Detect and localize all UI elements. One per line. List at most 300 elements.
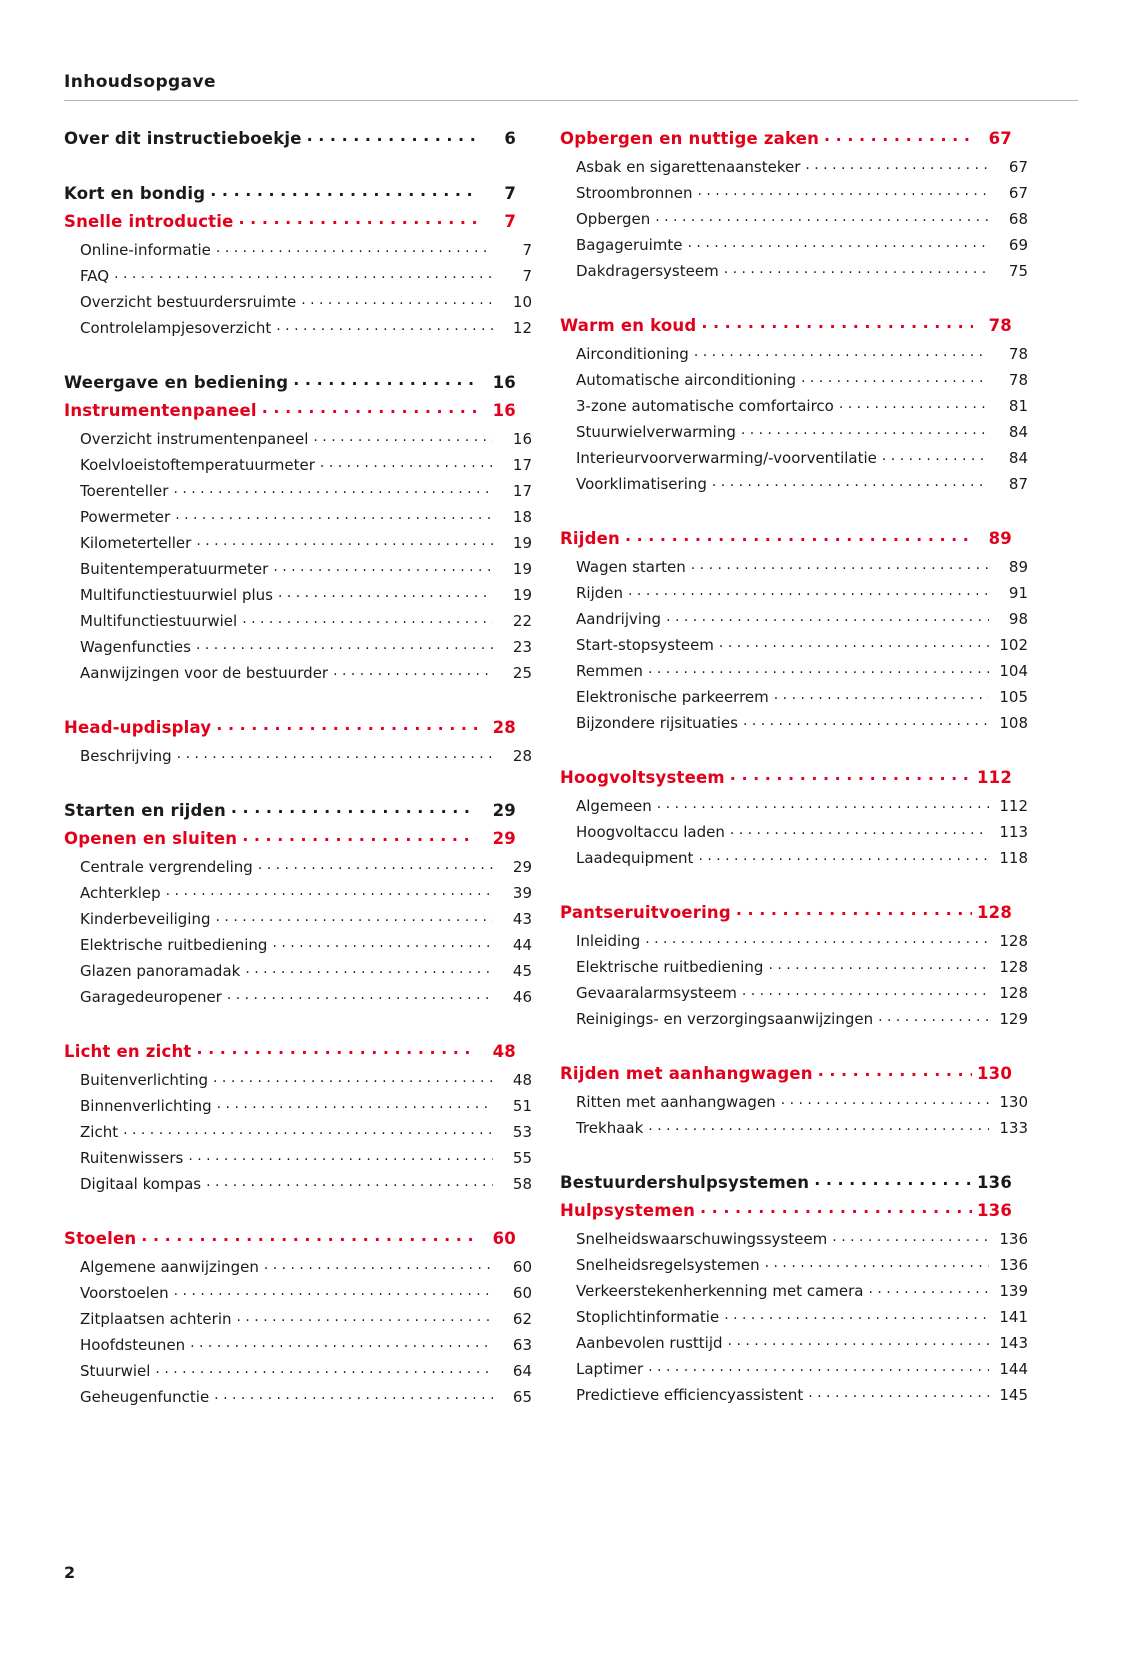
toc-entry-hoofdsteunen[interactable] xyxy=(64,1335,532,1353)
toc-entry-inleiding[interactable] xyxy=(560,931,1028,949)
toc-entry-page: 58 xyxy=(512,1175,532,1193)
group-spacer xyxy=(560,1035,1012,1062)
toc-leader-dots xyxy=(774,687,989,702)
toc-leader-dots xyxy=(196,533,493,548)
toc-entry-page: 60 xyxy=(512,1284,532,1302)
toc-entry-page: 60 xyxy=(492,1228,516,1248)
group-spacer xyxy=(64,344,516,371)
toc-entry-page: 84 xyxy=(1008,449,1028,467)
toc-entry-page: 145 xyxy=(999,1386,1028,1404)
toc-leader-dots xyxy=(824,127,973,144)
toc-group xyxy=(64,799,532,1006)
toc-entry-snelle-introductie[interactable] xyxy=(64,210,516,230)
toc-entry-binnenverlichting[interactable] xyxy=(64,1096,532,1114)
toc-entry-label: Aandrijving xyxy=(576,610,662,628)
toc-leader-dots xyxy=(216,240,493,255)
toc-entry-zicht[interactable] xyxy=(64,1122,532,1140)
toc-entry-label: Aanwijzingen voor de bestuurder xyxy=(80,664,329,682)
toc-entry-page: 16 xyxy=(492,400,516,420)
toc-entry-label: Rijden xyxy=(576,584,624,602)
toc-leader-dots xyxy=(273,559,493,574)
toc-leader-dots xyxy=(805,157,989,172)
toc-entry-overzicht-bestuurdersruimte[interactable] xyxy=(64,292,532,310)
toc-entry-over-dit-instructieboekje[interactable] xyxy=(64,127,516,147)
toc-entry-label: Weergave en bediening xyxy=(64,372,289,392)
toc-leader-dots xyxy=(648,1359,989,1374)
toc-group xyxy=(560,527,1028,732)
toc-entry-label: Over dit instructieboekje xyxy=(64,128,302,148)
toc-entry-label: Buitenverlichting xyxy=(80,1071,209,1089)
toc-leader-dots xyxy=(262,399,477,416)
toc-entry-reinigings-en-verzorgingsaanwijzingen[interactable] xyxy=(560,1009,1028,1027)
toc-entry-label: Wagen starten xyxy=(576,558,686,576)
toc-entry-page: 63 xyxy=(512,1336,532,1354)
toc-entry-bagageruimte[interactable] xyxy=(560,235,1028,253)
toc-entry-label: Hoogvoltaccu laden xyxy=(576,823,725,841)
toc-entry-stoelen[interactable] xyxy=(64,1227,516,1247)
toc-leader-dots xyxy=(648,661,989,676)
toc-entry-label: Laadequipment xyxy=(576,849,694,867)
toc-entry-label: Stoplichtinformatie xyxy=(576,1308,720,1326)
toc-entry-page: 84 xyxy=(1008,423,1028,441)
toc-leader-dots xyxy=(719,635,989,650)
toc-leader-dots xyxy=(141,1227,477,1244)
toc-leader-dots xyxy=(839,396,989,411)
toc-leader-dots xyxy=(175,507,493,522)
toc-entry-page: 67 xyxy=(1008,158,1028,176)
toc-entry-label: Kinderbeveiliging xyxy=(80,910,211,928)
toc-leader-dots xyxy=(166,883,493,898)
toc-columns xyxy=(64,127,1078,1413)
toc-entry-label: Warm en koud xyxy=(560,315,697,335)
toc-entry-openen-en-sluiten[interactable] xyxy=(64,827,516,847)
toc-leader-dots xyxy=(724,1307,989,1322)
toc-entry-page: 67 xyxy=(988,128,1012,148)
toc-entry-label: Multifunctiestuurwiel xyxy=(80,612,238,630)
toc-entry-online-informatie[interactable] xyxy=(64,240,532,258)
group-spacer xyxy=(64,1200,516,1227)
toc-entry-page: 19 xyxy=(512,560,532,578)
toc-entry-elektrische-ruitbediening[interactable] xyxy=(560,957,1028,975)
group-spacer xyxy=(64,155,516,182)
toc-entry-page: 129 xyxy=(999,1010,1028,1028)
toc-entry-head-updisplay[interactable] xyxy=(64,716,516,736)
toc-entry-geheugenfunctie[interactable] xyxy=(64,1387,532,1405)
toc-leader-dots xyxy=(765,1255,989,1270)
toc-leader-dots xyxy=(724,261,989,276)
toc-entry-predictieve-efficiencyassistent[interactable] xyxy=(560,1385,1028,1403)
toc-entry-kinderbeveiliging[interactable] xyxy=(64,909,532,927)
toc-entry-page: 12 xyxy=(512,319,532,337)
toc-entry-label: Gevaaralarmsysteem xyxy=(576,984,737,1002)
toc-entry-remmen[interactable] xyxy=(560,661,1028,679)
toc-entry-page: 67 xyxy=(1008,184,1028,202)
toc-entry-label: Elektronische parkeerrem xyxy=(576,688,769,706)
toc-leader-dots xyxy=(206,1174,493,1189)
toc-entry-page: 19 xyxy=(512,534,532,552)
toc-leader-dots xyxy=(197,1040,478,1057)
toc-entry-page: 28 xyxy=(492,717,516,737)
toc-entry-rijden[interactable] xyxy=(560,583,1028,601)
toc-leader-dots xyxy=(868,1281,989,1296)
toc-entry-laadequipment[interactable] xyxy=(560,848,1028,866)
toc-entry-instrumentenpaneel[interactable] xyxy=(64,399,516,419)
toc-leader-dots xyxy=(123,1122,493,1137)
toc-entry-page: 102 xyxy=(999,636,1028,654)
toc-entry-stuurwiel[interactable] xyxy=(64,1361,532,1379)
toc-group xyxy=(560,1171,1028,1404)
toc-entry-multifunctiestuurwiel-plus[interactable] xyxy=(64,585,532,603)
toc-entry-label: Dakdragersysteem xyxy=(576,262,719,280)
toc-entry-pantseruitvoering[interactable] xyxy=(560,901,1012,921)
toc-entry-label: Automatische airconditioning xyxy=(576,371,796,389)
toc-entry-label: Stuurwiel xyxy=(80,1362,151,1380)
toc-entry-page: 55 xyxy=(512,1149,532,1167)
toc-leader-dots xyxy=(698,848,989,863)
toc-leader-dots xyxy=(272,935,493,950)
toc-entry-page: 53 xyxy=(512,1123,532,1141)
toc-group xyxy=(560,314,1028,493)
toc-leader-dots xyxy=(258,857,493,872)
toc-entry-page: 130 xyxy=(976,1063,1012,1083)
toc-entry-buitentemperatuurmeter[interactable] xyxy=(64,559,532,577)
toc-entry-label: Zicht xyxy=(80,1123,119,1141)
toc-entry-aanwijzingen-voor-de-bestuurder[interactable] xyxy=(64,663,532,681)
toc-leader-dots xyxy=(743,713,989,728)
toc-entry-page: 16 xyxy=(512,430,532,448)
toc-entry-label: Algemene aanwijzingen xyxy=(80,1258,259,1276)
group-spacer xyxy=(64,1013,516,1040)
group-spacer xyxy=(560,1144,1012,1171)
toc-entry-warm-en-koud[interactable] xyxy=(560,314,1012,334)
toc-entry-glazen-panoramadak[interactable] xyxy=(64,961,532,979)
toc-entry-label: Voorstoelen xyxy=(80,1284,169,1302)
toc-entry-label: Kort en bondig xyxy=(64,183,206,203)
toc-leader-dots xyxy=(190,1335,493,1350)
toc-entry-page: 23 xyxy=(512,638,532,656)
toc-entry-label: Bestuurdershulpsystemen xyxy=(560,1172,810,1192)
toc-entry-page: 144 xyxy=(999,1360,1028,1378)
toc-entry-zitplaatsen-achterin[interactable] xyxy=(64,1309,532,1327)
toc-leader-dots xyxy=(698,183,990,198)
toc-entry-page: 128 xyxy=(999,932,1028,950)
toc-entry-label: Rijden met aanhangwagen xyxy=(560,1063,813,1083)
toc-entry-page: 139 xyxy=(999,1282,1028,1300)
toc-entry-page: 17 xyxy=(512,482,532,500)
toc-entry-page: 118 xyxy=(999,849,1028,867)
toc-entry-label: Remmen xyxy=(576,662,643,680)
toc-entry-label: Start-stopsysteem xyxy=(576,636,714,654)
toc-entry-page: 78 xyxy=(1008,371,1028,389)
toc-leader-dots xyxy=(832,1229,989,1244)
toc-entry-label: Centrale vergrendeling xyxy=(80,858,253,876)
toc-entry-aandrijving[interactable] xyxy=(560,609,1028,627)
toc-entry-page: 19 xyxy=(512,586,532,604)
toc-entry-faq[interactable] xyxy=(64,266,532,284)
toc-entry-label: Laptimer xyxy=(576,1360,644,1378)
toc-entry-stoplichtinformatie[interactable] xyxy=(560,1307,1028,1325)
toc-entry-label: Trekhaak xyxy=(576,1119,644,1137)
toc-leader-dots xyxy=(730,766,972,783)
toc-leader-dots xyxy=(245,961,493,976)
toc-entry-page: 91 xyxy=(1008,584,1028,602)
toc-entry-page: 112 xyxy=(999,797,1028,815)
toc-entry-toerenteller[interactable] xyxy=(64,481,532,499)
header-divider xyxy=(64,100,1078,101)
toc-entry-page: 44 xyxy=(512,936,532,954)
toc-entry-page: 7 xyxy=(504,183,516,203)
toc-leader-dots xyxy=(878,1009,989,1024)
toc-entry-page: 112 xyxy=(976,767,1012,787)
toc-entry-label: Overzicht bestuurdersruimte xyxy=(80,293,297,311)
toc-entry-page: 75 xyxy=(1008,262,1028,280)
toc-entry-page: 133 xyxy=(999,1119,1028,1137)
toc-leader-dots xyxy=(196,637,493,652)
toc-entry-page: 128 xyxy=(976,902,1012,922)
toc-entry-label: Snelheidsregelsystemen xyxy=(576,1256,760,1274)
toc-entry-label: Ruitenwissers xyxy=(80,1149,184,1167)
toc-entry-label: Digitaal kompas xyxy=(80,1175,202,1193)
toc-entry-label: Rijden xyxy=(560,528,620,548)
toc-entry-automatische-airconditioning[interactable] xyxy=(560,370,1028,388)
toc-group xyxy=(64,127,516,147)
toc-entry-3-zone-automatische-comfortairco[interactable] xyxy=(560,396,1028,414)
toc-entry-label: Aanbevolen rusttijd xyxy=(576,1334,723,1352)
toc-entry-label: Verkeerstekenherkenning met camera xyxy=(576,1282,864,1300)
toc-entry-asbak-en-sigarettenaansteker[interactable] xyxy=(560,157,1028,175)
toc-entry-laptimer[interactable] xyxy=(560,1359,1028,1377)
toc-entry-bijzondere-rijsituaties[interactable] xyxy=(560,713,1028,731)
toc-entry-opbergen[interactable] xyxy=(560,209,1028,227)
toc-leader-dots xyxy=(882,448,989,463)
toc-entry-page: 45 xyxy=(512,962,532,980)
toc-entry-voorklimatisering[interactable] xyxy=(560,474,1028,492)
toc-entry-label: Geheugenfunctie xyxy=(80,1388,210,1406)
toc-leader-dots xyxy=(628,583,989,598)
group-spacer xyxy=(64,772,516,799)
toc-entry-label: Interieurvoorverwarming/-voorventilatie xyxy=(576,449,877,467)
toc-entry-algemeen[interactable] xyxy=(560,796,1028,814)
toc-entry-label: Bagageruimte xyxy=(576,236,683,254)
toc-entry-stroombronnen[interactable] xyxy=(560,183,1028,201)
toc-leader-dots xyxy=(655,209,989,224)
toc-entry-page: 113 xyxy=(999,823,1028,841)
toc-leader-dots xyxy=(214,1387,493,1402)
toc-entry-page: 39 xyxy=(512,884,532,902)
toc-column-left xyxy=(64,127,532,1413)
toc-entry-page: 48 xyxy=(512,1071,532,1089)
toc-entry-label: Inleiding xyxy=(576,932,641,950)
toc-entry-snelheidsregelsystemen[interactable] xyxy=(560,1255,1028,1273)
toc-entry-buitenverlichting[interactable] xyxy=(64,1070,532,1088)
toc-entry-algemene-aanwijzingen[interactable] xyxy=(64,1257,532,1275)
toc-leader-dots xyxy=(320,455,493,470)
toc-entry-bestuurdershulpsystemen[interactable] xyxy=(560,1171,1012,1191)
toc-entry-page: 89 xyxy=(988,528,1012,548)
toc-entry-label: Zitplaatsen achterin xyxy=(80,1310,232,1328)
toc-entry-ruitenwissers[interactable] xyxy=(64,1148,532,1166)
toc-entry-starten-en-rijden[interactable] xyxy=(64,799,516,819)
toc-leader-dots xyxy=(808,1385,989,1400)
toc-entry-licht-en-zicht[interactable] xyxy=(64,1040,516,1060)
toc-entry-hoogvoltsysteem[interactable] xyxy=(560,766,1012,786)
toc-entry-gevaaralarmsysteem[interactable] xyxy=(560,983,1028,1001)
toc-entry-start-stopsysteem[interactable] xyxy=(560,635,1028,653)
toc-group xyxy=(64,371,532,682)
toc-entry-label: Licht en zicht xyxy=(64,1041,192,1061)
toc-entry-label: Opbergen en nuttige zaken xyxy=(560,128,820,148)
toc-leader-dots xyxy=(210,182,477,199)
toc-entry-elektronische-parkeerrem[interactable] xyxy=(560,687,1028,705)
toc-entry-snelheidswaarschuwingssysteem[interactable] xyxy=(560,1229,1028,1247)
toc-entry-label: Online-informatie xyxy=(80,241,211,259)
toc-entry-voorstoelen[interactable] xyxy=(64,1283,532,1301)
toc-entry-garagedeuropener[interactable] xyxy=(64,987,532,1005)
toc-group xyxy=(64,716,532,765)
toc-leader-dots xyxy=(177,746,493,761)
toc-entry-overzicht-instrumentenpaneel[interactable] xyxy=(64,429,532,447)
group-spacer xyxy=(560,874,1012,901)
toc-entry-weergave-en-bediening[interactable] xyxy=(64,371,516,391)
toc-entry-label: Stroombronnen xyxy=(576,184,693,202)
toc-leader-dots xyxy=(174,1283,493,1298)
toc-entry-label: Ritten met aanhangwagen xyxy=(576,1093,776,1111)
toc-leader-dots xyxy=(666,609,989,624)
toc-leader-dots xyxy=(333,663,493,678)
toc-entry-kilometerteller[interactable] xyxy=(64,533,532,551)
toc-entry-powermeter[interactable] xyxy=(64,507,532,525)
toc-entry-rijden-met-aanhangwagen[interactable] xyxy=(560,1062,1012,1082)
toc-entry-page: 6 xyxy=(504,128,516,148)
toc-leader-dots xyxy=(645,931,989,946)
toc-group xyxy=(560,766,1028,867)
toc-entry-digitaal-kompas[interactable] xyxy=(64,1174,532,1192)
toc-leader-dots xyxy=(216,716,477,733)
toc-leader-dots xyxy=(227,987,493,1002)
toc-leader-dots xyxy=(237,1309,494,1324)
toc-entry-page: 136 xyxy=(999,1256,1028,1274)
toc-entry-label: Starten en rijden xyxy=(64,800,226,820)
toc-entry-label: Buitentemperatuurmeter xyxy=(80,560,269,578)
toc-entry-page: 141 xyxy=(999,1308,1028,1326)
toc-entry-page: 7 xyxy=(522,267,532,285)
toc-entry-page: 87 xyxy=(1008,475,1028,493)
toc-entry-page: 28 xyxy=(512,747,532,765)
toc-entry-page: 98 xyxy=(1008,610,1028,628)
toc-entry-label: Controlelampjesoverzicht xyxy=(80,319,272,337)
toc-entry-stuurwielverwarming[interactable] xyxy=(560,422,1028,440)
toc-entry-label: Reinigings- en verzorgingsaanwijzingen xyxy=(576,1010,874,1028)
toc-entry-beschrijving[interactable] xyxy=(64,746,532,764)
toc-entry-label: Kilometerteller xyxy=(80,534,192,552)
toc-entry-page: 65 xyxy=(512,1388,532,1406)
toc-entry-hulpsystemen[interactable] xyxy=(560,1199,1012,1219)
toc-entry-label: Opbergen xyxy=(576,210,651,228)
toc-entry-page: 64 xyxy=(512,1362,532,1380)
toc-entry-interieurvoorverwarming-voorventilatie[interactable] xyxy=(560,448,1028,466)
toc-entry-label: Garagedeuropener xyxy=(80,988,222,1006)
toc-leader-dots xyxy=(264,1257,493,1272)
toc-entry-page: 60 xyxy=(512,1258,532,1276)
toc-entry-page: 62 xyxy=(512,1310,532,1328)
toc-entry-label: Glazen panoramadak xyxy=(80,962,241,980)
toc-leader-dots xyxy=(155,1361,493,1376)
toc-leader-dots xyxy=(742,983,989,998)
toc-leader-dots xyxy=(217,1096,493,1111)
toc-entry-controlelampjesoverzicht[interactable] xyxy=(64,318,532,336)
toc-entry-airconditioning[interactable] xyxy=(560,344,1028,362)
toc-entry-wagen-starten[interactable] xyxy=(560,557,1028,575)
toc-leader-dots xyxy=(688,235,989,250)
toc-leader-dots xyxy=(301,292,493,307)
toc-entry-page: 7 xyxy=(504,211,516,231)
toc-leader-dots xyxy=(307,127,477,144)
group-spacer xyxy=(64,689,516,716)
toc-leader-dots xyxy=(730,822,989,837)
toc-group xyxy=(64,182,532,337)
toc-leader-dots xyxy=(814,1171,972,1188)
toc-entry-label: Achterklep xyxy=(80,884,161,902)
toc-entry-label: Hoogvoltsysteem xyxy=(560,767,725,787)
toc-entry-multifunctiestuurwiel[interactable] xyxy=(64,611,532,629)
toc-entry-page: 89 xyxy=(1008,558,1028,576)
toc-leader-dots xyxy=(712,474,989,489)
toc-column-right xyxy=(560,127,1028,1413)
toc-entry-page: 69 xyxy=(1008,236,1028,254)
toc-entry-ritten-met-aanhangwagen[interactable] xyxy=(560,1092,1028,1110)
toc-entry-opbergen-en-nuttige-zaken[interactable] xyxy=(560,127,1012,147)
toc-entry-page: 51 xyxy=(512,1097,532,1115)
toc-entry-label: Snelle introductie xyxy=(64,211,234,231)
toc-entry-page: 17 xyxy=(512,456,532,474)
toc-entry-dakdragersysteem[interactable] xyxy=(560,261,1028,279)
toc-entry-elektrische-ruitbediening[interactable] xyxy=(64,935,532,953)
toc-leader-dots xyxy=(741,422,989,437)
toc-entry-label: Instrumentenpaneel xyxy=(64,400,257,420)
toc-leader-dots xyxy=(216,909,493,924)
toc-group xyxy=(64,1227,532,1406)
toc-entry-koelvloeistoftemperatuurmeter[interactable] xyxy=(64,455,532,473)
toc-entry-achterklep[interactable] xyxy=(64,883,532,901)
toc-leader-dots xyxy=(188,1148,493,1163)
toc-leader-dots xyxy=(700,1199,972,1216)
toc-entry-page: 7 xyxy=(522,241,532,259)
toc-entry-label: Elektrische ruitbediening xyxy=(576,958,764,976)
toc-leader-dots xyxy=(242,827,477,844)
toc-entry-label: 3-zone automatische comfortairco xyxy=(576,397,834,415)
toc-entry-page: 136 xyxy=(976,1172,1012,1192)
toc-entry-verkeerstekenherkenning-met-camera[interactable] xyxy=(560,1281,1028,1299)
toc-entry-centrale-vergrendeling[interactable] xyxy=(64,857,532,875)
toc-leader-dots xyxy=(276,318,493,333)
toc-leader-dots xyxy=(114,266,493,281)
toc-entry-label: Algemeen xyxy=(576,797,652,815)
toc-entry-label: Snelheidswaarschuwingssysteem xyxy=(576,1230,828,1248)
toc-entry-kort-en-bondig[interactable] xyxy=(64,182,516,202)
toc-entry-page: 29 xyxy=(492,828,516,848)
toc-entry-label: Stoelen xyxy=(64,1228,137,1248)
toc-entry-hoogvoltaccu-laden[interactable] xyxy=(560,822,1028,840)
toc-entry-aanbevolen-rusttijd[interactable] xyxy=(560,1333,1028,1351)
toc-leader-dots xyxy=(239,210,477,227)
toc-entry-wagenfuncties[interactable] xyxy=(64,637,532,655)
toc-entry-rijden[interactable] xyxy=(560,527,1012,547)
toc-entry-trekhaak[interactable] xyxy=(560,1118,1028,1136)
toc-entry-label: Toerenteller xyxy=(80,482,169,500)
toc-entry-label: Powermeter xyxy=(80,508,171,526)
toc-entry-label: Voorklimatisering xyxy=(576,475,707,493)
toc-entry-page: 46 xyxy=(512,988,532,1006)
